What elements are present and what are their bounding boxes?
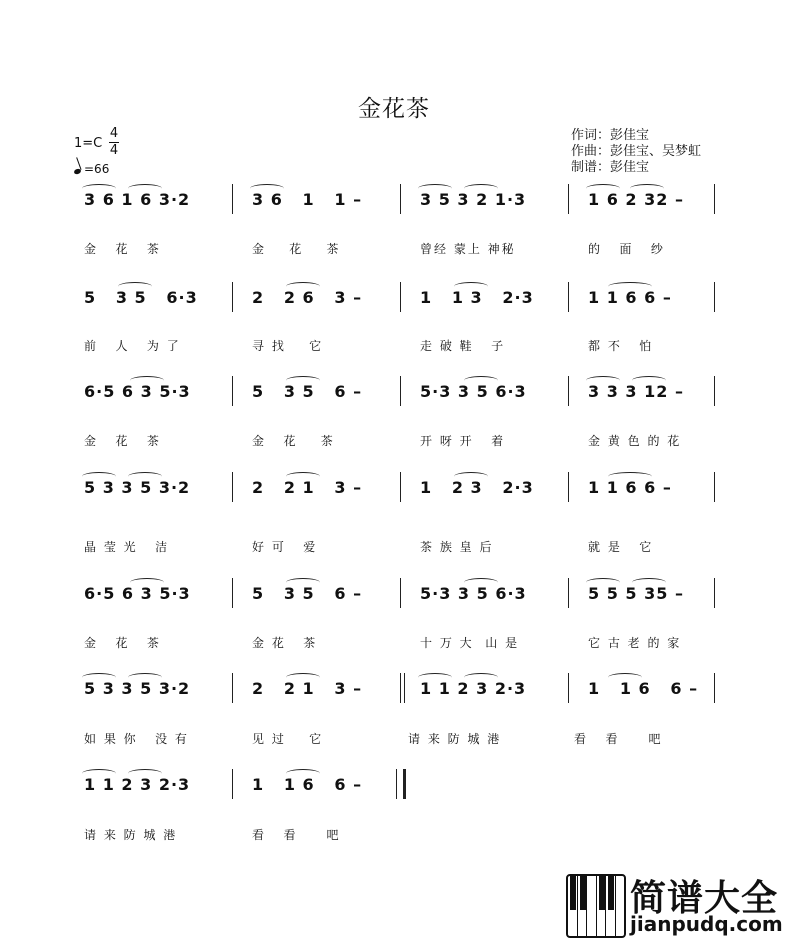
score-row-1 — [80, 184, 720, 214]
arranger: 制谱：彭佳宝 — [571, 160, 650, 175]
measure: 1 6 2 32 – — [588, 190, 684, 209]
measure: 5 3 5 6 – — [252, 382, 363, 401]
measure: 5 3 3 5 3·2 — [84, 679, 191, 698]
measure: 3 5 3 2 1·3 — [420, 190, 527, 209]
score-row-2 — [80, 282, 720, 312]
measure: 6·5 6 3 5·3 — [84, 584, 191, 603]
lyric: 十 万 大 山 是 — [420, 636, 520, 650]
measure: 2 2 6 3 – — [252, 288, 363, 307]
lyric: 见 过 它 — [252, 732, 324, 746]
logo-name: 简谱大全 — [630, 878, 779, 919]
measure: 1 1 6 6 – — [252, 775, 363, 794]
score-row-5 — [80, 578, 720, 608]
lyric: 晶 莹 光 洁 — [84, 540, 170, 554]
score-row-6 — [80, 673, 720, 703]
site-logo — [566, 870, 788, 939]
lyric: 金 花 茶 — [84, 242, 161, 256]
measure: 5 3 3 5 3·2 — [84, 478, 191, 497]
score-row-3 — [80, 376, 720, 406]
lyric: 好 可 爱 — [252, 540, 318, 554]
quarter-note-icon — [73, 168, 81, 175]
lyric: 金 黄 色 的 花 — [588, 434, 682, 448]
lyric: 金 花 茶 — [252, 636, 318, 650]
tempo-marking — [74, 162, 109, 176]
lyric: 它 古 老 的 家 — [588, 636, 682, 650]
measure: 3 6 1 6 3·2 — [84, 190, 191, 209]
lyric: 请 来 防 城 港 — [408, 732, 502, 746]
lyric: 就 是 它 — [588, 540, 654, 554]
lyric: 金 花 茶 — [252, 242, 341, 256]
tempo-value: =66 — [84, 162, 110, 176]
lyric: 都 不 怕 — [588, 339, 654, 353]
time-signature-bottom: 4 — [109, 143, 119, 158]
measure: 1 1 2 3 2·3 — [420, 679, 527, 698]
lyric: 开 呀 开 着 — [420, 434, 506, 448]
lyric: 请 来 防 城 港 — [84, 828, 178, 842]
measure: 5 5 5 35 – — [588, 584, 684, 603]
measure: 5·3 3 5 6·3 — [420, 584, 527, 603]
lyricist: 作词：彭佳宝 — [571, 128, 650, 143]
measure: 1 1 6 6 – — [588, 288, 672, 307]
lyric: 看 看 吧 — [574, 732, 663, 746]
measure: 3 6 1 1 – — [252, 190, 363, 209]
lyric: 的 面 纱 — [588, 242, 665, 256]
measure: 5 3 5 6·3 — [84, 288, 198, 307]
measure: 1 1 6 6 – — [588, 478, 672, 497]
measure: 5·3 3 5 6·3 — [420, 382, 527, 401]
lyric: 金 花 茶 — [84, 636, 161, 650]
logo-url: jianpudq.com — [630, 912, 783, 936]
lyric: 如 果 你 没 有 — [84, 732, 189, 746]
lyric: 曾经 蒙上 神秘 — [420, 242, 516, 256]
measure: 1 1 3 2·3 — [420, 288, 534, 307]
measure: 1 2 3 2·3 — [420, 478, 534, 497]
score-row-4 — [80, 472, 720, 502]
measure: 6·5 6 3 5·3 — [84, 382, 191, 401]
composer: 作曲：彭佳宝、吴梦虹 — [571, 144, 702, 159]
lyric: 金 花 茶 — [252, 434, 335, 448]
time-signature-top: 4 — [109, 126, 119, 141]
lyric: 寻 找 它 — [252, 339, 324, 353]
lyric: 看 看 吧 — [252, 828, 341, 842]
lyric: 茶 族 皇 后 — [420, 540, 494, 554]
lyric: 金 花 茶 — [84, 434, 161, 448]
score-row-7 — [80, 769, 720, 799]
credits — [571, 128, 701, 176]
measure: 5 3 5 6 – — [252, 584, 363, 603]
piano-keys-icon — [566, 874, 626, 938]
lyric: 前 人 为 了 — [84, 339, 181, 353]
time-signature — [109, 127, 119, 158]
measure: 3 3 3 12 – — [588, 382, 684, 401]
measure: 1 1 6 6 – — [588, 679, 699, 698]
key-signature: 1=C — [74, 136, 103, 151]
measure: 1 1 2 3 2·3 — [84, 775, 191, 794]
measure: 2 2 1 3 – — [252, 679, 363, 698]
measure: 2 2 1 3 – — [252, 478, 363, 497]
lyric: 走 破 鞋 子 — [420, 339, 506, 353]
song-title: 金花茶 — [358, 96, 430, 122]
